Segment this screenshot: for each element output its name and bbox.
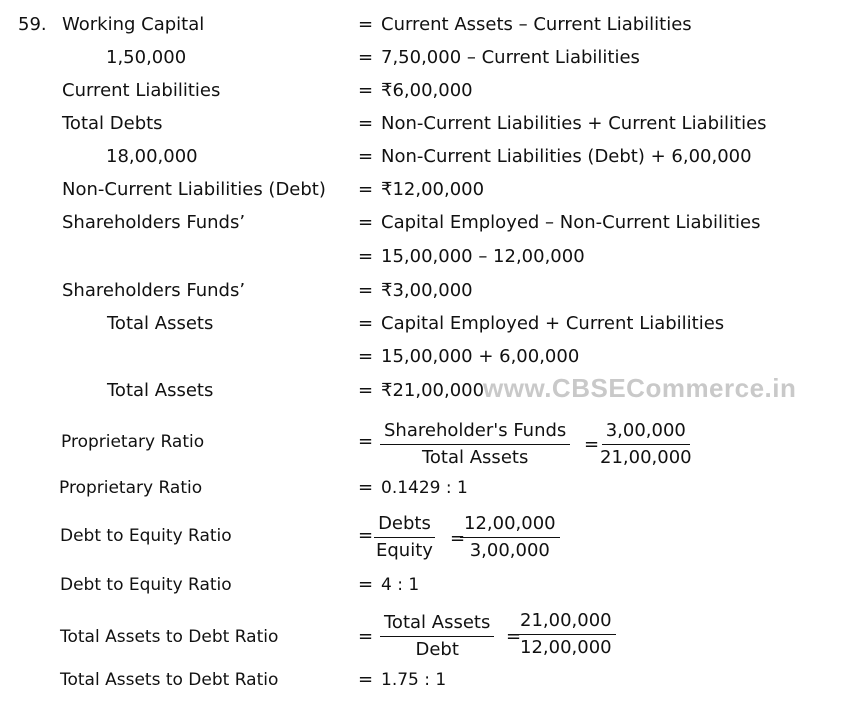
proprietary-fraction-words [380,420,570,469]
row-label: Non-Current Liabilities (Debt) [62,179,326,200]
fraction-denominator: Equity [376,540,433,561]
assets-debt-result: 1.75 : 1 [381,670,447,690]
row-value: ₹12,00,000 [381,179,485,200]
equals-sign: = [358,477,374,498]
debt-equity-result-label: Debt to Equity Ratio [60,575,232,595]
proprietary-fraction-values [596,420,696,469]
fraction-denominator: Total Assets [421,447,529,468]
assets-debt-fraction-values [516,610,616,659]
equals-sign: = [358,574,374,595]
fraction-numerator: 12,00,000 [460,513,560,538]
assets-debt-result-label: Total Assets to Debt Ratio [60,670,279,690]
row-value: 15,00,000 – 12,00,000 [381,246,585,267]
equals-sign: = [584,434,600,455]
row-value: Non-Current Liabilities (Debt) + 6,00,000 [381,146,752,167]
equals-sign: = [358,14,374,35]
row-value: Non-Current Liabilities + Current Liabilities [381,113,767,134]
assets-debt-fraction-words [380,612,494,661]
row-value: ₹6,00,000 [381,80,473,101]
row-value: Capital Employed + Current Liabilities [381,313,725,334]
row-label: Shareholders Funds’ [62,280,246,301]
row-value: Capital Employed – Non-Current Liabilities [381,212,761,233]
debt-equity-ratio-label: Debt to Equity Ratio [60,526,232,546]
row-label: Total Assets [107,313,214,334]
proprietary-ratio-result-label: Proprietary Ratio [59,478,203,498]
equals-sign: = [358,212,374,233]
row-value: ₹21,00,000 [381,380,485,401]
row-label: Total Debts [62,113,163,134]
fraction-numerator: 21,00,000 [516,610,616,635]
debt-equity-fraction-words [372,513,437,562]
equals-sign: = [358,380,374,401]
row-label: 18,00,000 [106,146,198,167]
equals-sign: = [358,626,374,647]
row-value: 7,50,000 – Current Liabilities [381,47,640,68]
equals-sign: = [358,431,374,452]
equals-sign: = [358,346,374,367]
equals-sign: = [358,525,374,546]
proprietary-ratio-result: 0.1429 : 1 [381,478,468,498]
row-label: Total Assets [107,380,214,401]
proprietary-ratio-label: Proprietary Ratio [61,432,205,452]
fraction-numerator: Debts [374,513,435,538]
question-number: 59. [18,14,47,35]
row-label: Shareholders Funds’ [62,212,246,233]
equals-sign: = [358,113,374,134]
equals-sign: = [358,47,374,68]
equals-sign: = [358,80,374,101]
row-value: Current Assets – Current Liabilities [381,14,692,35]
fraction-denominator: Debt [415,639,459,660]
equals-sign: = [358,669,374,690]
fraction-denominator: 12,00,000 [520,637,612,658]
fraction-numerator: Total Assets [380,612,494,637]
assets-debt-ratio-label: Total Assets to Debt Ratio [60,627,279,647]
row-label: Current Liabilities [62,80,221,101]
row-label-working-capital: Working Capital [62,14,205,35]
equals-sign: = [358,246,374,267]
equals-sign: = [358,280,374,301]
fraction-numerator: 3,00,000 [602,420,690,445]
row-value: ₹3,00,000 [381,280,473,301]
equals-sign: = [506,626,522,647]
equals-sign: = [450,528,466,549]
row-value: 15,00,000 + 6,00,000 [381,346,580,367]
equals-sign: = [358,146,374,167]
row-label: 1,50,000 [106,47,187,68]
fraction-denominator: 3,00,000 [469,540,550,561]
debt-equity-fraction-values [460,513,560,562]
fraction-denominator: 21,00,000 [600,447,692,468]
equals-sign: = [358,313,374,334]
fraction-numerator: Shareholder's Funds [380,420,570,445]
watermark: www.CBSECommerce.in [483,373,797,403]
equals-sign: = [358,179,374,200]
debt-equity-result: 4 : 1 [381,575,420,595]
